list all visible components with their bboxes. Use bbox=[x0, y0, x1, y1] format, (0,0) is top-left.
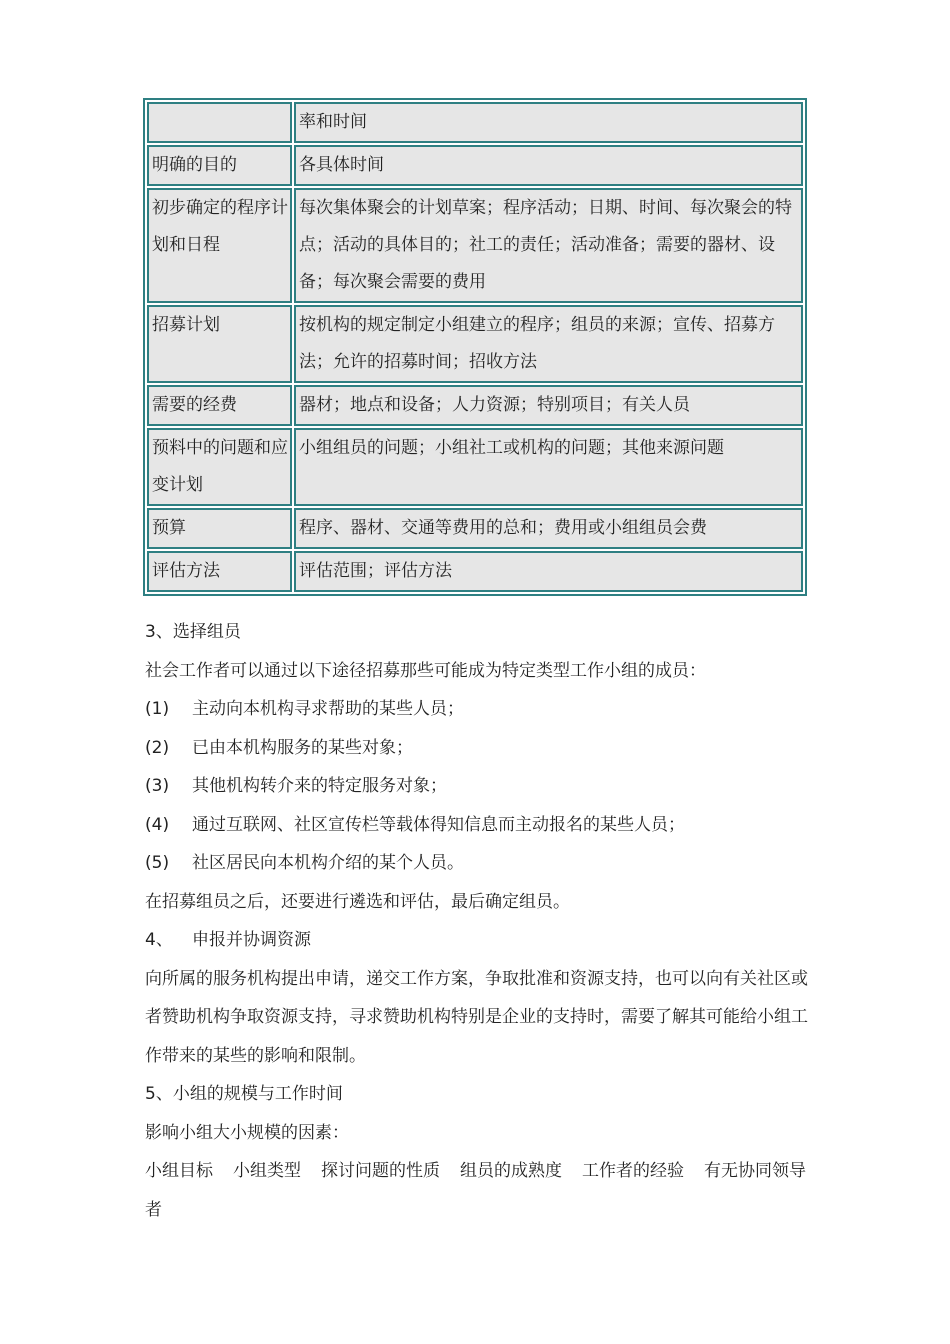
table-cell-label: 初步确定的程序计划和日程 bbox=[147, 188, 292, 303]
table-row bbox=[147, 428, 803, 506]
factor-item: 有无协同领导者 bbox=[145, 1161, 806, 1220]
table-cell-content: 器材；地点和设备；人力资源；特别项目；有关人员 bbox=[294, 385, 803, 426]
factor-item: 小组类型 bbox=[233, 1161, 301, 1181]
table-cell-content: 小组组员的问题；小组社工或机构的问题；其他来源问题 bbox=[294, 428, 803, 506]
table-row bbox=[147, 188, 803, 303]
table-row bbox=[147, 551, 803, 592]
list-item-number: (5) bbox=[145, 853, 170, 873]
group-plan-table bbox=[143, 98, 807, 596]
section-3-intro: 社会工作者可以通过以下途径招募那些可能成为特定类型工作小组的成员： bbox=[145, 660, 706, 681]
table-row bbox=[147, 102, 803, 143]
section-3-heading: 3、选择组员 bbox=[145, 622, 241, 642]
list-item-number: (2) bbox=[145, 737, 170, 758]
factor-item: 探讨问题的性质 bbox=[321, 1161, 440, 1181]
list-item-text: 已由本机构服务的某些对象； bbox=[192, 737, 413, 758]
list-item-text: 通过互联网、社区宣传栏等载体得知信息而主动报名的某些人员； bbox=[192, 814, 685, 835]
table-cell-content: 率和时间 bbox=[294, 102, 803, 143]
factor-item: 小组目标 bbox=[145, 1161, 213, 1181]
table-cell-label: 预算 bbox=[147, 508, 292, 549]
table-cell-content: 每次集体聚会的计划草案；程序活动；日期、时间、每次聚会的特点；活动的具体目的；社工的责任；活动准备；需要的器材、设备；每次聚会需要的费用 bbox=[294, 188, 803, 303]
table-cell-content: 评估范围；评估方法 bbox=[294, 551, 803, 592]
table-cell-label: 需要的经费 bbox=[147, 385, 292, 426]
list-item bbox=[145, 767, 815, 806]
table-row bbox=[147, 145, 803, 186]
table-cell-content: 按机构的规定制定小组建立的程序；组员的来源；宣传、招募方法；允许的招募时间；招收方法 bbox=[294, 305, 803, 383]
list-item-number: (4) bbox=[145, 814, 170, 835]
table-row bbox=[147, 508, 803, 549]
section-4-body: 向所属的服务机构提出申请，递交工作方案，争取批准和资源支持，也可以向有关社区或者赞助机构争取资源支持，寻求赞助机构特别是企业的支持时，需要了解其可能给小组工作带来的某些的影响和限制。 bbox=[145, 968, 808, 1066]
table-cell-label: 评估方法 bbox=[147, 551, 292, 592]
section-4-title: 申报并协调资源 bbox=[192, 930, 311, 950]
list-item bbox=[145, 729, 815, 768]
list-item-number: (3) bbox=[145, 776, 170, 796]
section-4-heading bbox=[145, 921, 815, 960]
table-cell-label: 招募计划 bbox=[147, 305, 292, 383]
table-cell-label: 明确的目的 bbox=[147, 145, 292, 186]
list-item-number: (1) bbox=[145, 699, 170, 719]
table-body bbox=[147, 102, 803, 592]
list-item-text: 社区居民向本机构介绍的某个人员。 bbox=[192, 853, 464, 873]
list-item bbox=[145, 806, 815, 845]
table-cell-content: 各具体时间 bbox=[294, 145, 803, 186]
list-item-text: 其他机构转介来的特定服务对象； bbox=[192, 776, 447, 796]
section-3-closing: 在招募组员之后，还要进行遴选和评估，最后确定组员。 bbox=[145, 891, 570, 912]
section-5-intro: 影响小组大小规模的因素： bbox=[145, 1122, 349, 1143]
section-5-heading: 5、小组的规模与工作时间 bbox=[145, 1084, 343, 1104]
table-row bbox=[147, 305, 803, 383]
list-item-text: 主动向本机构寻求帮助的某些人员； bbox=[192, 699, 464, 719]
factor-item: 组员的成熟度 bbox=[460, 1161, 562, 1181]
list-item bbox=[145, 844, 815, 883]
group-size-factors bbox=[145, 1152, 815, 1229]
section-4-number: 4、 bbox=[145, 930, 173, 950]
table-cell-content: 程序、器材、交通等费用的总和；费用或小组组员会费 bbox=[294, 508, 803, 549]
table-row bbox=[147, 385, 803, 426]
recruitment-list bbox=[145, 690, 815, 883]
table-cell-label: 预料中的问题和应变计划 bbox=[147, 428, 292, 506]
table-cell-label bbox=[147, 102, 292, 143]
document-body bbox=[145, 613, 815, 1229]
list-item bbox=[145, 690, 815, 729]
factor-item: 工作者的经验 bbox=[582, 1161, 684, 1181]
